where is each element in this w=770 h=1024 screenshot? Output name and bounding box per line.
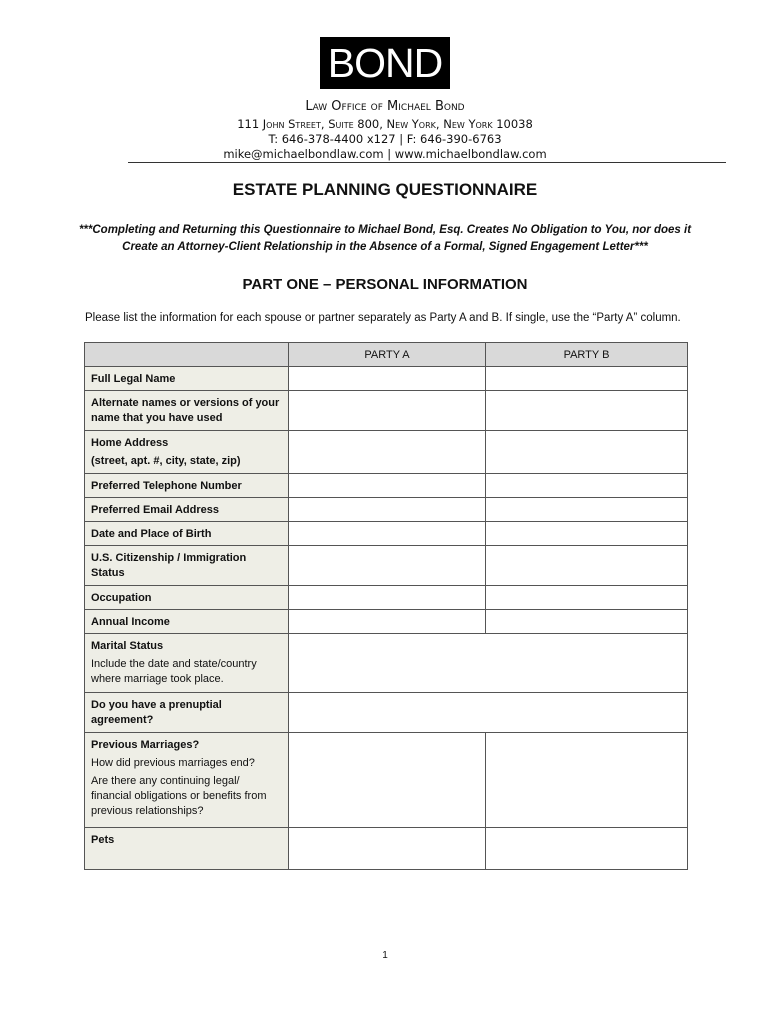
page-number: 1 [382,950,388,961]
party-a-home-address-field[interactable] [289,431,486,474]
part-title: PART ONE – PERSONAL INFORMATION [242,276,528,293]
table-row [85,693,688,733]
instructions: Please list the information for each spouse or partner separately as Party A and B. If single, use the “Party A” column. [85,312,681,324]
party-a-occupation-field[interactable] [289,586,486,610]
disclaimer: ***Completing and Returning this Questionnaire to Michael Bond, Esq. Creates No Obligation to You, nor does it Create an Attorney-Client Relationship in the Absence of a Formal, Signed Engagement Letter*** [78,224,692,253]
row-label: Occupation [85,586,289,610]
party-a-annual-income-field[interactable] [289,610,486,634]
party-a-telephone-field[interactable] [289,474,486,498]
row-label: Date and Place of Birth [85,522,289,546]
party-a-alternate-names-field[interactable] [289,391,486,431]
table-row [85,586,688,610]
table-row [85,498,688,522]
firm-email-web: mike@michaelbondlaw.com | www.michaelbondlaw.com [223,147,547,161]
row-label: Home Address [91,437,169,449]
column-header-party-b: PARTY B [486,343,688,367]
row-sublabel: How did previous marriages end? [91,757,255,769]
table-row [85,634,688,693]
firm-phone-fax: T: 646-378-4400 x127 | F: 646-390-6763 [268,132,502,146]
party-b-home-address-field[interactable] [486,431,688,474]
row-label: U.S. Citizenship / Immigration Status [85,546,289,586]
table-row [85,431,688,474]
row-label: Do you have a prenuptial agreement? [85,693,289,733]
header-blank [85,343,289,367]
party-b-citizenship-field[interactable] [486,546,688,586]
party-a-email-field[interactable] [289,498,486,522]
row-label: Previous Marriages? [91,739,200,751]
firm-name: Law Office of Michael Bond [305,99,465,114]
party-a-previous-marriages-field[interactable] [289,733,486,828]
party-a-birth-field[interactable] [289,522,486,546]
party-b-pets-field[interactable] [486,828,688,870]
table-row [85,828,688,870]
column-header-party-a: PARTY A [289,343,486,367]
row-label: Annual Income [85,610,289,634]
row-label: Marital Status [91,640,164,652]
document-title: ESTATE PLANNING QUESTIONNAIRE [232,180,538,199]
row-sublabel: Include the date and state/country where marriage took place. [91,658,257,685]
party-b-previous-marriages-field[interactable] [486,733,688,828]
party-b-occupation-field[interactable] [486,586,688,610]
row-label: Preferred Email Address [85,498,289,522]
header-divider [128,162,726,163]
row-label: Alternate names or versions of your name that you have used [85,391,289,431]
marital-status-field[interactable] [289,634,688,693]
prenuptial-agreement-field[interactable] [289,693,688,733]
row-label-cell [85,431,289,474]
personal-info-table [84,342,688,870]
table-row [85,474,688,498]
table-row [85,391,688,431]
table-row [85,733,688,828]
row-label-cell [85,634,289,693]
party-a-citizenship-field[interactable] [289,546,486,586]
row-label: Pets [85,828,289,870]
row-label: Full Legal Name [85,367,289,391]
row-sublabel: (street, apt. #, city, state, zip) [91,455,241,467]
row-sublabel-2: Are there any continuing legal/ financial obligations or benefits from previous relationships? [91,775,267,817]
party-b-full-legal-name-field[interactable] [486,367,688,391]
party-a-pets-field[interactable] [289,828,486,870]
party-a-full-legal-name-field[interactable] [289,367,486,391]
row-label: Preferred Telephone Number [85,474,289,498]
party-b-alternate-names-field[interactable] [486,391,688,431]
row-label-cell [85,733,289,828]
table-row [85,610,688,634]
table-row [85,546,688,586]
table-row [85,367,688,391]
bond-logo: BOND [320,37,450,89]
firm-address: 111 John Street, Suite 800, New York, New York 10038 [237,117,533,131]
party-b-telephone-field[interactable] [486,474,688,498]
party-b-annual-income-field[interactable] [486,610,688,634]
party-b-email-field[interactable] [486,498,688,522]
table-row [85,522,688,546]
party-b-birth-field[interactable] [486,522,688,546]
